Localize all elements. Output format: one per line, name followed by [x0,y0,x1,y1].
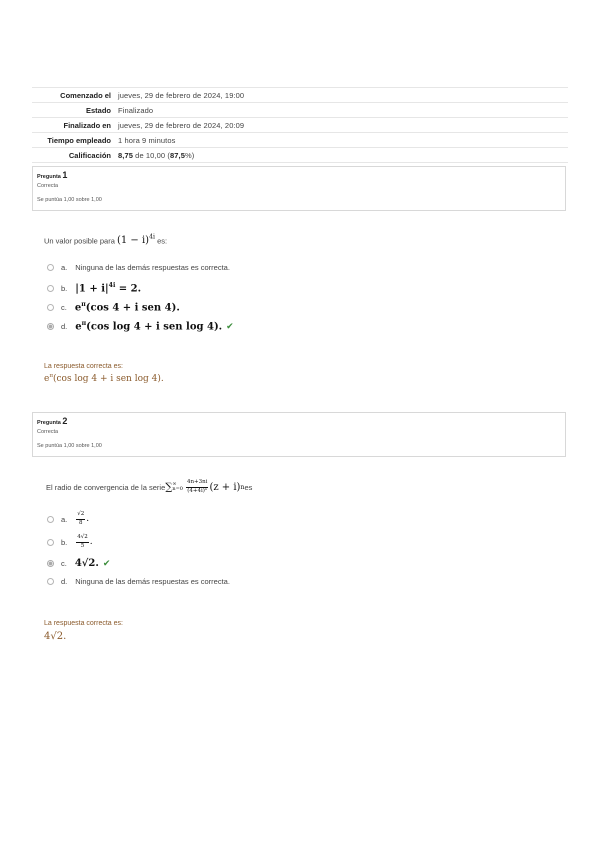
question-text: El radio de convergencia de la serie [46,482,166,492]
question-state: Correcta [37,183,59,189]
fraction-denominator: 8 [79,519,83,526]
option-math [75,512,89,526]
check-icon: ✔ [226,320,234,331]
summary-row [32,133,568,148]
math-exponent: π [49,373,53,379]
option-letter: c. [61,559,67,568]
summary-row [32,118,568,133]
summary-row [32,148,568,163]
radio-icon[interactable] [47,264,54,271]
radio-icon[interactable] [47,539,54,546]
grade-mid: de 10,00 ( [133,150,170,160]
grade-end: %) [184,150,195,160]
math-tail: (cos 4 + i sen 4). [85,302,180,314]
question-math [117,235,155,246]
option-c[interactable] [47,558,110,569]
question-prefix: Pregunta [37,420,63,426]
radio-selected-icon[interactable] [47,323,54,330]
math-tail: (cos log 4 + i sen log 4). [86,321,223,333]
math-base: e [75,321,82,333]
question-prefix: Pregunta [37,174,63,180]
fraction-denominator: 5 [80,542,85,549]
fraction-numerator: √2 [76,512,85,520]
summary-row [32,88,568,103]
math-tail: (cos log 4 + i sen log 4). [53,374,164,384]
math-tail: (z + i) [209,481,241,493]
math-base: (1 − i) [116,235,150,247]
feedback-answer [44,373,164,384]
math-exponent: n [240,483,245,491]
sum-upper: ∞ [172,481,177,487]
feedback-label: La respuesta correcta es: [44,363,123,370]
math-base: e [74,302,82,314]
radio-icon[interactable] [47,516,54,523]
option-d[interactable] [47,577,230,586]
fraction-denominator: (4+4i)ⁿ [187,487,208,494]
question-state: Correcta [37,429,59,435]
summary-value: jueves, 29 de febrero de 2024, 19:00 [118,88,568,103]
math-exponent: 4i [108,282,116,289]
option-math [75,535,92,549]
radio-icon[interactable] [47,578,54,585]
question-1-info [32,166,566,211]
question-number-value: 1 [62,170,68,180]
attempt-summary-table [32,87,568,163]
summary-value: Finalizado [118,103,568,118]
option-math [75,558,99,569]
option-letter: d. [61,577,68,586]
question-2-info [32,412,566,457]
option-math [75,320,222,332]
question-text-end: es: [155,236,168,246]
summary-value: 1 hora 9 minutos [118,133,568,148]
radio-icon[interactable] [47,304,54,311]
math-exponent: 4i [149,234,155,241]
fraction-numerator: 4n+3ni [186,480,208,488]
option-letter: d. [61,321,68,331]
check-icon: ✔ [102,558,111,568]
option-letter: b. [61,283,68,293]
summary-label: Tiempo empleado [32,133,118,148]
sum-lower: n=0 [172,486,183,492]
option-b[interactable] [47,282,141,294]
math-base: 4√2 [74,558,96,569]
option-d[interactable] [47,320,234,332]
math-exponent: π [81,301,86,308]
feedback-label: La respuesta correcta es: [44,620,123,627]
option-fraction [76,512,85,526]
feedback-answer: 4√2. [44,631,67,642]
radio-selected-icon[interactable] [47,560,54,567]
question-math [165,480,244,494]
summary-label: Calificación [32,148,118,163]
option-math [75,282,141,294]
math-tail: . [89,537,93,547]
summary-label: Estado [32,103,118,118]
summary-value: jueves, 29 de febrero de 2024, 20:09 [118,118,568,133]
option-letter: a. [61,514,68,524]
question-text-end: es [244,482,253,492]
option-b[interactable] [47,535,93,549]
question-number [37,170,67,180]
question-number [37,416,67,426]
grade-score: 8,75 [118,150,133,160]
question-2-text [46,480,252,494]
math-tail: = 2. [115,283,142,295]
math-exponent: π [81,320,87,327]
math-tail: . [86,514,90,524]
summary-label: Finalizado en [32,118,118,133]
question-1-text [44,234,167,246]
math-tail: . [95,558,99,569]
series-fraction [186,480,208,494]
sum-symbol: ∑ [165,481,173,493]
question-grade: Se puntúa 1,00 sobre 1,00 [37,197,102,203]
option-text: Ninguna de las demás respuestas es correcta. [75,263,230,272]
question-grade: Se puntúa 1,00 sobre 1,00 [37,443,102,449]
option-fraction [76,535,89,549]
option-letter: c. [61,302,67,312]
summary-grade-value [118,148,568,163]
option-math [75,301,180,313]
question-text: Un valor posible para [44,236,117,246]
option-letter: a. [61,263,68,272]
question-number-value: 2 [62,416,68,426]
math-base: |1 + i| [75,283,109,295]
fraction-numerator: 4√2 [76,535,89,543]
option-letter: b. [61,537,68,547]
summary-label: Comenzado el [32,88,118,103]
grade-percent: 87,5 [169,150,185,160]
math-base: e [44,374,50,384]
option-text: Ninguna de las demás respuestas es correcta. [75,577,230,586]
radio-icon[interactable] [47,285,54,292]
option-a[interactable] [47,512,89,526]
summary-row [32,103,568,118]
option-a[interactable] [47,263,230,272]
option-c[interactable] [47,301,180,313]
